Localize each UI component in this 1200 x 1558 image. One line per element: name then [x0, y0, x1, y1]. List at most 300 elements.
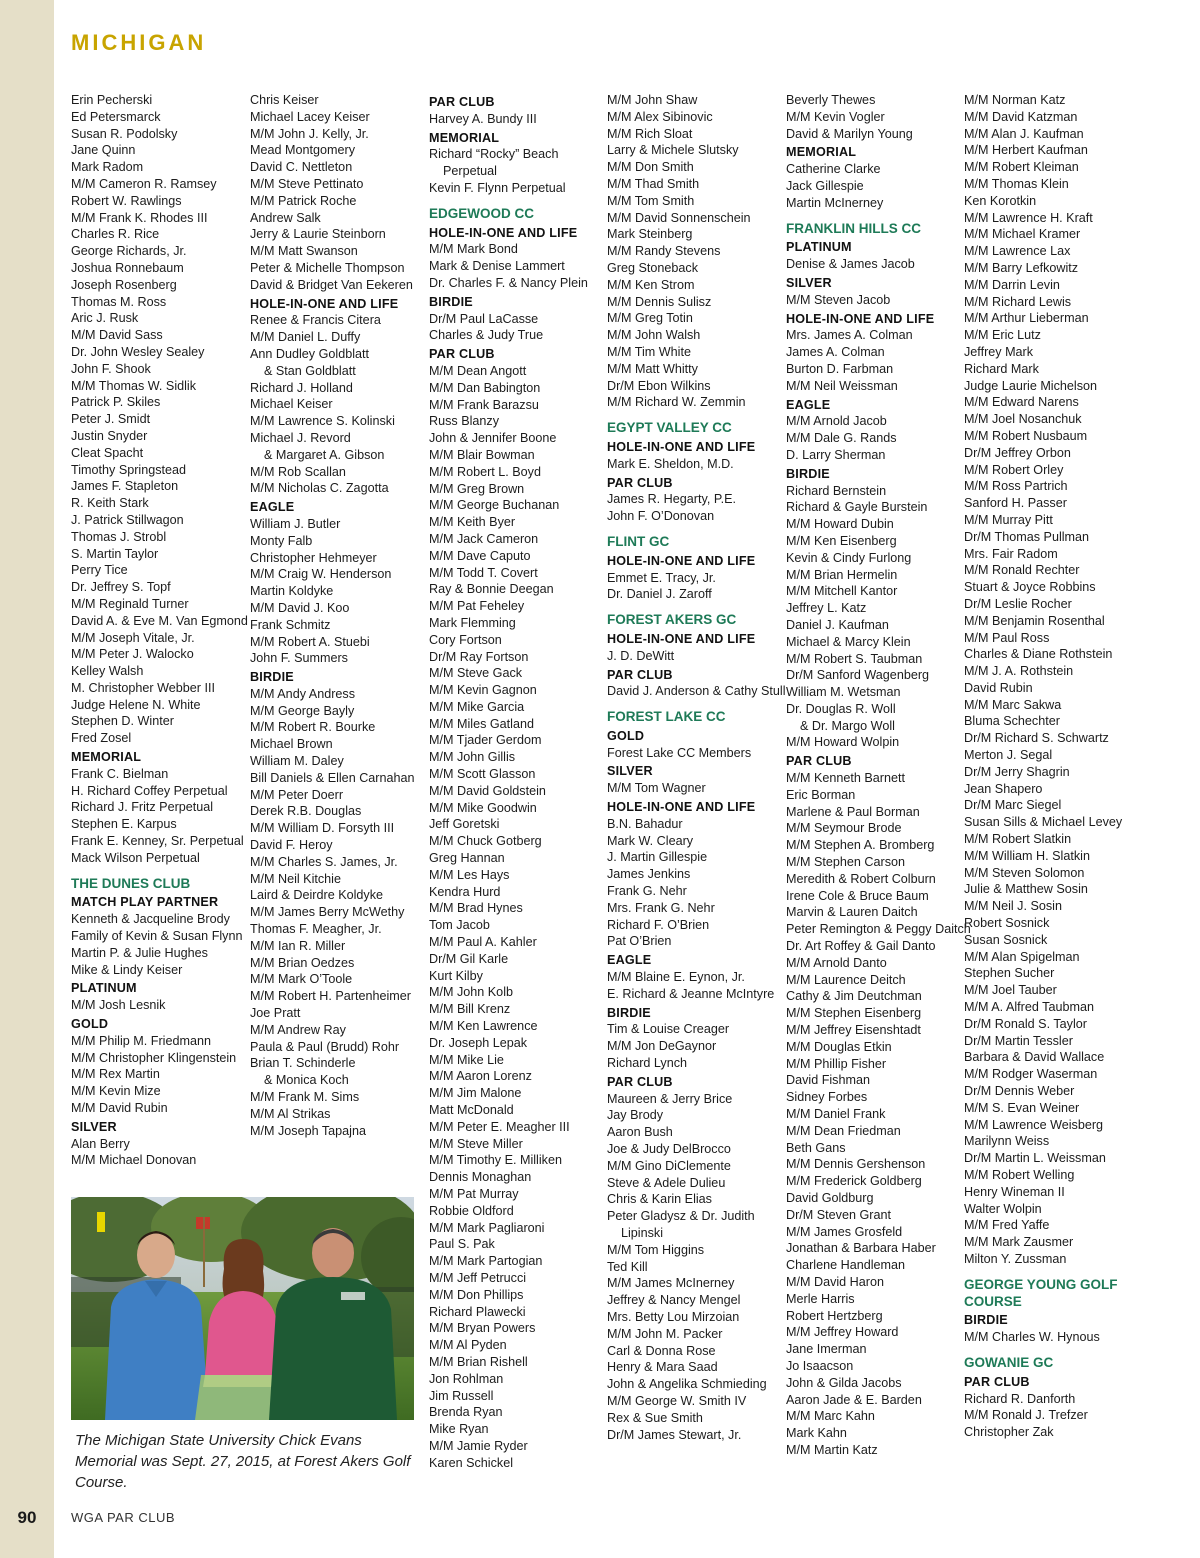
- member-name: M/M Steve Pettinato: [250, 176, 364, 191]
- member-name: M/M Timothy E. Milliken: [429, 1153, 562, 1168]
- member-name: Stephen D. Winter: [71, 714, 174, 729]
- member-name: Kendra Hurd: [429, 884, 501, 899]
- member-name: Irene Cole & Bruce Baum: [786, 888, 929, 903]
- member-name: M/M Frederick Goldberg: [786, 1174, 922, 1189]
- member-name: M/M Dave Caputo: [429, 548, 531, 563]
- member-name: Dr/M Ebon Wilkins: [607, 378, 711, 393]
- member-name: M/M Jack Cameron: [429, 531, 539, 546]
- member-name: M/M Paul Ross: [964, 630, 1050, 645]
- member-name: J. D. DeWitt: [607, 648, 675, 663]
- member-name: Patrick P. Skiles: [71, 395, 161, 410]
- photo-caption: The Michigan State University Chick Evans Memorial was Sept. 27, 2015, at Forest Akers Golf Course.: [75, 1432, 411, 1491]
- membership-level: GOLD: [607, 728, 645, 743]
- member-name-continued: Lipinski: [621, 1226, 663, 1240]
- member-name: Ted Kill: [607, 1259, 648, 1274]
- member-name: M/M Eric Lutz: [964, 328, 1041, 343]
- member-name: M/M Chuck Gotberg: [429, 834, 542, 849]
- member-name: M/M Ian R. Miller: [250, 938, 346, 953]
- member-name: M/M John J. Kelly, Jr.: [250, 126, 369, 141]
- member-name-continued: & Stan Goldblatt: [264, 363, 356, 378]
- member-name: Stephen E. Karpus: [71, 817, 177, 832]
- member-name: Mrs. James A. Colman: [786, 328, 913, 343]
- member-name: M/M Lawrence Weisberg: [964, 1117, 1104, 1132]
- member-name: M/M Robert Kleiman: [964, 160, 1079, 175]
- member-name: M/M Benjamin Rosenthal: [964, 613, 1105, 628]
- member-name: M/M Patrick Roche: [250, 193, 357, 208]
- member-name: M/M Ken Lawrence: [429, 1019, 538, 1034]
- member-name: M/M George W. Smith IV: [607, 1393, 747, 1408]
- member-name: Joshua Ronnebaum: [71, 260, 184, 275]
- member-name: Ann Dudley Goldblatt: [250, 346, 370, 361]
- member-name: Christopher Zak: [964, 1425, 1054, 1440]
- member-name: M/M Reginald Turner: [71, 596, 189, 611]
- member-name: Charles & Judy True: [429, 328, 544, 343]
- member-name: Denise & James Jacob: [786, 257, 915, 272]
- member-name: M/M James Grosfeld: [786, 1224, 903, 1239]
- member-name: Richard Lynch: [607, 1056, 688, 1071]
- page-side-band: [0, 0, 54, 1558]
- member-name: M/M Robert Welling: [964, 1168, 1075, 1182]
- member-name: M/M Mark O’Toole: [250, 972, 353, 987]
- member-name: Mark Steinberg: [607, 227, 693, 242]
- member-name: M/M David Haron: [786, 1274, 884, 1289]
- member-name: M/M Murray Pitt: [964, 512, 1053, 527]
- member-name: Marlene & Paul Borman: [786, 804, 920, 819]
- membership-level: HOLE-IN-ONE AND LIFE: [607, 631, 756, 646]
- member-name: M/M Keith Byer: [429, 515, 516, 530]
- member-name: Aaron Jade & E. Barden: [786, 1392, 922, 1407]
- member-name: M/M William H. Slatkin: [964, 848, 1090, 863]
- member-name: M/M Dan Babington: [429, 380, 541, 395]
- member-name: Perry Tice: [71, 563, 128, 578]
- membership-level: EAGLE: [250, 500, 295, 515]
- member-name: M/M John Gillis: [429, 750, 516, 765]
- member-name: M/M Jim Malone: [429, 1086, 522, 1101]
- member-name: Martin McInerney: [786, 195, 884, 210]
- member-name: Richard F. O’Brien: [607, 917, 710, 932]
- member-name: M/M Alex Sibinovic: [607, 109, 713, 124]
- membership-level: PAR CLUB: [429, 95, 495, 109]
- member-name: M/M James McInerney: [607, 1276, 735, 1291]
- membership-level: PAR CLUB: [786, 754, 852, 769]
- member-name: Robert W. Rawlings: [71, 193, 182, 208]
- member-name: M/M Frank K. Rhodes III: [71, 210, 208, 225]
- membership-level: HOLE-IN-ONE AND LIFE: [607, 553, 756, 568]
- member-name: Dr/M Marc Siegel: [964, 798, 1062, 813]
- member-name: M. Christopher Webber III: [71, 680, 215, 695]
- membership-level: BIRDIE: [429, 294, 473, 309]
- member-name: William M. Daley: [250, 754, 344, 769]
- member-name: M/M Brian Rishell: [429, 1354, 528, 1369]
- member-name: M/M Kenneth Barnett: [786, 771, 906, 786]
- member-name: M/M Seymour Brode: [786, 821, 902, 836]
- member-name: M/M Howard Wolpin: [786, 735, 900, 750]
- member-name: M/M Barry Lefkowitz: [964, 260, 1079, 275]
- member-name: Tim & Louise Creager: [607, 1022, 730, 1037]
- member-name: Barbara & David Wallace: [964, 1050, 1105, 1065]
- member-name: M/M Lawrence H. Kraft: [964, 210, 1093, 225]
- membership-level: HOLE-IN-ONE AND LIFE: [607, 800, 756, 815]
- member-name: Joseph Rosenberg: [71, 277, 177, 292]
- member-name: M/M David Sonnenschein: [607, 210, 751, 225]
- member-name: M/M Robert Nusbaum: [964, 428, 1088, 443]
- membership-level: SILVER: [71, 1119, 117, 1134]
- member-name: M/M Jeffrey Howard: [786, 1325, 899, 1340]
- member-name: Michael Lacey Keiser: [250, 109, 370, 124]
- member-name-continued: & Monica Koch: [264, 1073, 349, 1088]
- member-name: Dr. Douglas R. Woll: [786, 701, 896, 716]
- member-name: M/M David Rubin: [71, 1101, 168, 1116]
- member-name: Mike Ryan: [429, 1422, 489, 1437]
- member-name: M/M S. Evan Weiner: [964, 1100, 1080, 1115]
- member-name: Kevin F. Flynn Perpetual: [429, 180, 566, 195]
- club-heading: FRANKLIN HILLS CC: [786, 220, 921, 236]
- member-name: M/M Martin Katz: [786, 1442, 878, 1457]
- member-name: M/M Frank M. Sims: [250, 1090, 360, 1105]
- membership-level: HOLE-IN-ONE AND LIFE: [429, 225, 578, 240]
- member-name: M/M Mitchell Kantor: [786, 584, 898, 599]
- member-name: M/M Dean Friedman: [786, 1123, 901, 1138]
- member-name: M/M Andrew Ray: [250, 1022, 346, 1037]
- member-name: M/M Kevin Vogler: [786, 109, 885, 124]
- member-name: M/M Ross Partrich: [964, 479, 1068, 494]
- member-name: M/M Edward Narens: [964, 395, 1079, 410]
- member-name: R. Keith Stark: [71, 496, 149, 511]
- member-name: Carl & Donna Rose: [607, 1343, 716, 1358]
- member-name: M/M Paul A. Kahler: [429, 935, 537, 950]
- member-name: Beverly Thewes: [786, 93, 876, 107]
- member-name: M/M Christopher Klingenstein: [71, 1050, 237, 1065]
- membership-level: MATCH PLAY PARTNER: [71, 895, 219, 910]
- member-name: M/M Scott Glasson: [429, 767, 536, 782]
- member-name: M/M Mike Garcia: [429, 699, 525, 714]
- member-name: M/M Joseph Tapajna: [250, 1123, 366, 1138]
- member-name: M/M Robert A. Stuebi: [250, 634, 370, 649]
- column-1: [71, 92, 249, 1169]
- member-name: Peter J. Smidt: [71, 412, 151, 427]
- member-name: Henry Wineman II: [964, 1184, 1065, 1199]
- member-name: David C. Nettleton: [250, 160, 353, 175]
- member-name: M/M Josh Lesnik: [71, 998, 166, 1013]
- member-name: Richard R. Danforth: [964, 1391, 1076, 1406]
- member-name: M/M Alan J. Kaufman: [964, 126, 1084, 141]
- member-name: M/M Charles S. James, Jr.: [250, 854, 398, 869]
- member-name: Kenneth & Jacqueline Brody: [71, 912, 230, 927]
- member-name: William M. Wetsman: [786, 685, 901, 700]
- member-name: Ed Petersmarck: [71, 109, 161, 124]
- membership-level: HOLE-IN-ONE AND LIFE: [250, 296, 399, 311]
- member-name: Jim Russell: [429, 1388, 494, 1403]
- member-name: Mark Kahn: [786, 1426, 847, 1441]
- member-name: M/M Greg Totin: [607, 311, 693, 326]
- member-name: Marilynn Weiss: [964, 1134, 1050, 1149]
- member-name: M/M Bill Krenz: [429, 1002, 511, 1017]
- member-name: M/M Brad Hynes: [429, 901, 523, 916]
- member-name: M/M Lawrence S. Kolinski: [250, 414, 395, 429]
- member-name: M/M Alan Spigelman: [964, 949, 1080, 964]
- member-name: Paula & Paul (Brudd) Rohr: [250, 1039, 400, 1054]
- member-name: M/M Daniel L. Duffy: [250, 330, 361, 345]
- member-name: Mark W. Cleary: [607, 833, 694, 848]
- member-name: Jeffrey Mark: [964, 344, 1034, 359]
- member-name: Merle Harris: [786, 1291, 855, 1306]
- event-photo: [71, 1197, 414, 1420]
- member-name: Kevin & Cindy Furlong: [786, 550, 912, 565]
- member-name: Richard Bernstein: [786, 483, 887, 498]
- membership-level: HOLE-IN-ONE AND LIFE: [786, 311, 935, 326]
- member-name: M/M Ken Eisenberg: [786, 533, 897, 548]
- member-name: Merton J. Segal: [964, 748, 1053, 763]
- member-name: Erin Pecherski: [71, 93, 153, 107]
- member-name: M/M Laurence Deitch: [786, 972, 906, 987]
- member-name: Catherine Clarke: [786, 162, 881, 177]
- member-name: M/M Norman Katz: [964, 93, 1066, 107]
- member-name: Burton D. Farbman: [786, 361, 894, 376]
- member-name: Aric J. Rusk: [71, 311, 139, 326]
- member-name: M/M Robert Orley: [964, 462, 1064, 477]
- member-name: M/M Richard Lewis: [964, 294, 1072, 309]
- member-name: M/M Douglas Etkin: [786, 1039, 892, 1054]
- member-name: M/M Tom Higgins: [607, 1242, 705, 1257]
- member-name: M/M Rex Martin: [71, 1067, 160, 1082]
- membership-level: EAGLE: [786, 397, 831, 412]
- member-name: M/M Dale G. Rands: [786, 431, 897, 446]
- member-name: Peter Remington & Peggy Daitch: [786, 922, 971, 937]
- member-name: Thomas M. Ross: [71, 294, 167, 309]
- member-name: William J. Butler: [250, 516, 341, 531]
- membership-level: HOLE-IN-ONE AND LIFE: [607, 439, 756, 454]
- member-name: Robert Sosnick: [964, 916, 1050, 931]
- member-name: Forest Lake CC Members: [607, 745, 752, 760]
- member-name: Dr/M James Stewart, Jr.: [607, 1427, 742, 1442]
- membership-level: MEMORIAL: [71, 750, 142, 765]
- member-name: Dr/M Jeffrey Orbon: [964, 445, 1071, 460]
- member-name: D. Larry Sherman: [786, 447, 886, 462]
- member-name: Joe & Judy DelBrocco: [607, 1142, 731, 1157]
- member-name: M/M David Goldstein: [429, 783, 546, 798]
- member-name: M/M John M. Packer: [607, 1326, 723, 1341]
- member-name: M/M Richard W. Zemmin: [607, 395, 746, 410]
- member-name: Jeff Goretski: [429, 817, 500, 832]
- member-name: M/M Rodger Waserman: [964, 1067, 1098, 1082]
- member-name: J. Patrick Stillwagon: [71, 512, 184, 527]
- member-name: Fred Zosel: [71, 731, 132, 746]
- member-name: M/M Steve Miller: [429, 1136, 523, 1151]
- member-name: Andrew Salk: [250, 210, 321, 225]
- member-name: M/M Dean Angott: [429, 363, 527, 378]
- member-name: M/M Blair Bowman: [429, 447, 535, 462]
- member-name: M/M Les Hays: [429, 867, 510, 882]
- member-name: Jack Gillespie: [786, 178, 864, 193]
- member-name: Emmet E. Tracy, Jr.: [607, 570, 716, 585]
- member-name: Alan Berry: [71, 1136, 130, 1151]
- member-name: M/M A. Alfred Taubman: [964, 1000, 1094, 1015]
- member-name: M/M Thomas W. Sidlik: [71, 378, 197, 393]
- member-name: M/M Andy Andress: [250, 686, 355, 701]
- page-number: 90: [17, 1508, 37, 1527]
- member-name: John & Gilda Jacobs: [786, 1375, 902, 1390]
- member-name: M/M Robert Slatkin: [964, 832, 1072, 847]
- member-name: Ray & Bonnie Deegan: [429, 582, 554, 597]
- member-name: Jay Brody: [607, 1108, 663, 1123]
- membership-level: PAR CLUB: [607, 1074, 673, 1089]
- member-name: M/M Robert L. Boyd: [429, 464, 541, 479]
- member-name: M/M Peter J. Walocko: [71, 647, 194, 662]
- membership-level: EAGLE: [607, 953, 652, 968]
- member-name: Jane Quinn: [71, 143, 136, 158]
- member-name: Jane Imerman: [786, 1342, 867, 1357]
- member-name: M/M Don Phillips: [429, 1287, 524, 1302]
- member-name: David Rubin: [964, 680, 1033, 695]
- member-name: John & Jennifer Boone: [429, 431, 557, 446]
- member-name: Tom Jacob: [429, 918, 490, 933]
- member-name: Mrs. Frank G. Nehr: [607, 900, 715, 915]
- member-name: M/M Ronald J. Trefzer: [964, 1408, 1088, 1423]
- member-name: Peter & Michelle Thompson: [250, 260, 405, 275]
- member-name: Dr/M Steven Grant: [786, 1207, 891, 1222]
- member-name: J. Martin Gillespie: [607, 850, 708, 865]
- membership-level: GOLD: [71, 1017, 109, 1032]
- member-name: M/M Herbert Kaufman: [964, 143, 1088, 158]
- member-name: Larry & Michele Slutsky: [607, 143, 739, 158]
- member-name: M/M J. A. Rothstein: [964, 664, 1074, 679]
- member-name: M/M Jamie Ryder: [429, 1438, 528, 1453]
- member-name: Judge Helene N. White: [71, 697, 201, 712]
- member-name: Jean Shapero: [964, 781, 1043, 796]
- member-name: Henry & Mara Saad: [607, 1360, 718, 1375]
- member-name: M/M Jon DeGaynor: [607, 1039, 717, 1054]
- member-name: Kelley Walsh: [71, 664, 144, 679]
- member-name: M/M Todd T. Covert: [429, 565, 538, 580]
- member-name: M/M Tom Wagner: [607, 781, 706, 796]
- member-name: Frank G. Nehr: [607, 884, 687, 899]
- member-name: M/M Neil J. Sosin: [964, 899, 1062, 914]
- member-name: M/M Pat Murray: [429, 1187, 519, 1201]
- member-name: Dr/M Martin L. Weissman: [964, 1151, 1106, 1166]
- member-name: M/M Stephen A. Bromberg: [786, 838, 935, 853]
- member-name: M/M Don Smith: [607, 160, 694, 175]
- member-name: Susan Sosnick: [964, 932, 1048, 947]
- member-name: Steve & Adele Dulieu: [607, 1175, 726, 1190]
- member-name: Dr. Joseph Lepak: [429, 1035, 528, 1050]
- member-name-continued: & Dr. Margo Woll: [800, 718, 895, 733]
- member-name: Dr. Art Roffey & Gail Danto: [786, 939, 936, 954]
- member-name-continued: & Margaret A. Gibson: [264, 447, 385, 462]
- club-heading: FLINT GC: [607, 533, 670, 549]
- member-name: M/M Joel Nosanchuk: [964, 412, 1082, 427]
- member-name: Dr. Jeffrey S. Topf: [71, 580, 171, 595]
- membership-level: SILVER: [607, 764, 653, 779]
- member-name: Jerry & Laurie Steinborn: [250, 227, 386, 242]
- member-name: Peter Gladysz & Dr. Judith: [607, 1209, 755, 1224]
- column-4: [607, 92, 785, 1443]
- membership-level: MEMORIAL: [786, 145, 857, 160]
- member-name: Mark Flemming: [429, 615, 516, 630]
- member-name: Dr/M Thomas Pullman: [964, 529, 1090, 544]
- member-name: Jo Isaacson: [786, 1358, 854, 1373]
- club-heading: EGYPT VALLEY CC: [607, 420, 732, 436]
- member-name: M/M Ronald Rechter: [964, 563, 1080, 578]
- member-name: M/M Tjader Gerdom: [429, 733, 542, 748]
- member-name: M/M Marc Sakwa: [964, 697, 1062, 712]
- club-heading: GOWANIE GC: [964, 1354, 1054, 1370]
- member-name: Dr. Daniel J. Zaroff: [607, 587, 712, 602]
- member-name: Mrs. Betty Lou Mirzoian: [607, 1309, 740, 1324]
- member-name: Robbie Oldford: [429, 1203, 514, 1218]
- member-name: Maureen & Jerry Brice: [607, 1091, 733, 1106]
- member-name: Dr. John Wesley Sealey: [71, 344, 205, 359]
- member-name: M/M David Katzman: [964, 109, 1078, 124]
- member-name: Aaron Bush: [607, 1125, 673, 1140]
- section-title: MICHIGAN: [71, 30, 207, 55]
- member-name: M/M George Buchanan: [429, 498, 560, 513]
- member-name: M/M Philip M. Friedmann: [71, 1033, 211, 1048]
- member-name: M/M Joseph Vitale, Jr.: [71, 630, 195, 645]
- member-name: Daniel J. Kaufman: [786, 617, 889, 632]
- member-name: Bill Daniels & Ellen Carnahan: [250, 770, 415, 785]
- member-name: M/M Arnold Danto: [786, 955, 887, 970]
- member-name: Michael J. Revord: [250, 430, 351, 445]
- member-name: Jon Rohlman: [429, 1371, 504, 1386]
- member-name: Paul S. Pak: [429, 1237, 495, 1252]
- member-name: Dr/M Paul LaCasse: [429, 311, 539, 326]
- member-name: David & Marilyn Young: [786, 126, 913, 141]
- member-name: Charlene Handleman: [786, 1258, 906, 1273]
- member-name: David & Bridget Van Eekeren: [250, 277, 413, 292]
- member-name: David F. Heroy: [250, 838, 333, 853]
- member-name: Dr/M Ray Fortson: [429, 649, 529, 664]
- member-name: M/M Cameron R. Ramsey: [71, 176, 217, 191]
- member-name: M/M Al Pyden: [429, 1338, 507, 1353]
- member-name: Pat O’Brien: [607, 934, 672, 949]
- member-name: M/M Thomas Klein: [964, 176, 1069, 191]
- member-name: Susan Sills & Michael Levey: [964, 815, 1123, 830]
- member-name: Walter Wolpin: [964, 1201, 1042, 1216]
- member-name: M/M Jeff Petrucci: [429, 1270, 527, 1285]
- member-name: Ken Korotkin: [964, 193, 1037, 208]
- member-name: M/M George Bayly: [250, 703, 355, 718]
- member-name: James F. Stapleton: [71, 479, 179, 494]
- member-name: Chris Keiser: [250, 93, 319, 107]
- member-name: Timothy Springstead: [71, 462, 187, 477]
- member-name: M/M Lawrence Lax: [964, 244, 1071, 259]
- member-name: Judge Laurie Michelson: [964, 378, 1098, 393]
- member-name: M/M Fred Yaffe: [964, 1218, 1050, 1233]
- member-name: James Jenkins: [607, 867, 691, 882]
- member-name: Joe Pratt: [250, 1006, 301, 1021]
- member-name: Matt McDonald: [429, 1103, 514, 1118]
- member-name: M/M Tom Smith: [607, 193, 695, 208]
- member-name: M/M David Sass: [71, 328, 163, 343]
- club-heading: FOREST LAKE CC: [607, 709, 726, 725]
- member-name: M/M Neil Kitchie: [250, 871, 341, 886]
- member-name: Marvin & Lauren Daitch: [786, 905, 918, 920]
- member-name: M/M Nicholas C. Zagotta: [250, 481, 389, 496]
- member-name: M/M Matt Whitty: [607, 361, 698, 376]
- member-name: Sidney Forbes: [786, 1090, 868, 1105]
- member-name: M/M Peter E. Meagher III: [429, 1119, 570, 1134]
- member-name: Derek R.B. Douglas: [250, 804, 362, 819]
- member-name: Mark E. Sheldon, M.D.: [607, 456, 734, 471]
- member-name: Mead Montgomery: [250, 143, 355, 158]
- footer-publication: WGA PAR CLUB: [71, 1510, 176, 1525]
- member-name: Dr/M Dennis Weber: [964, 1084, 1075, 1099]
- member-name: Dr/M Sanford Wagenberg: [786, 668, 930, 683]
- member-name: Mike & Lindy Keiser: [71, 962, 183, 977]
- column-5: [786, 92, 971, 1459]
- club-heading: GEORGE YOUNG GOLF COURSE: [964, 1276, 1118, 1309]
- column-6: [964, 92, 1142, 1441]
